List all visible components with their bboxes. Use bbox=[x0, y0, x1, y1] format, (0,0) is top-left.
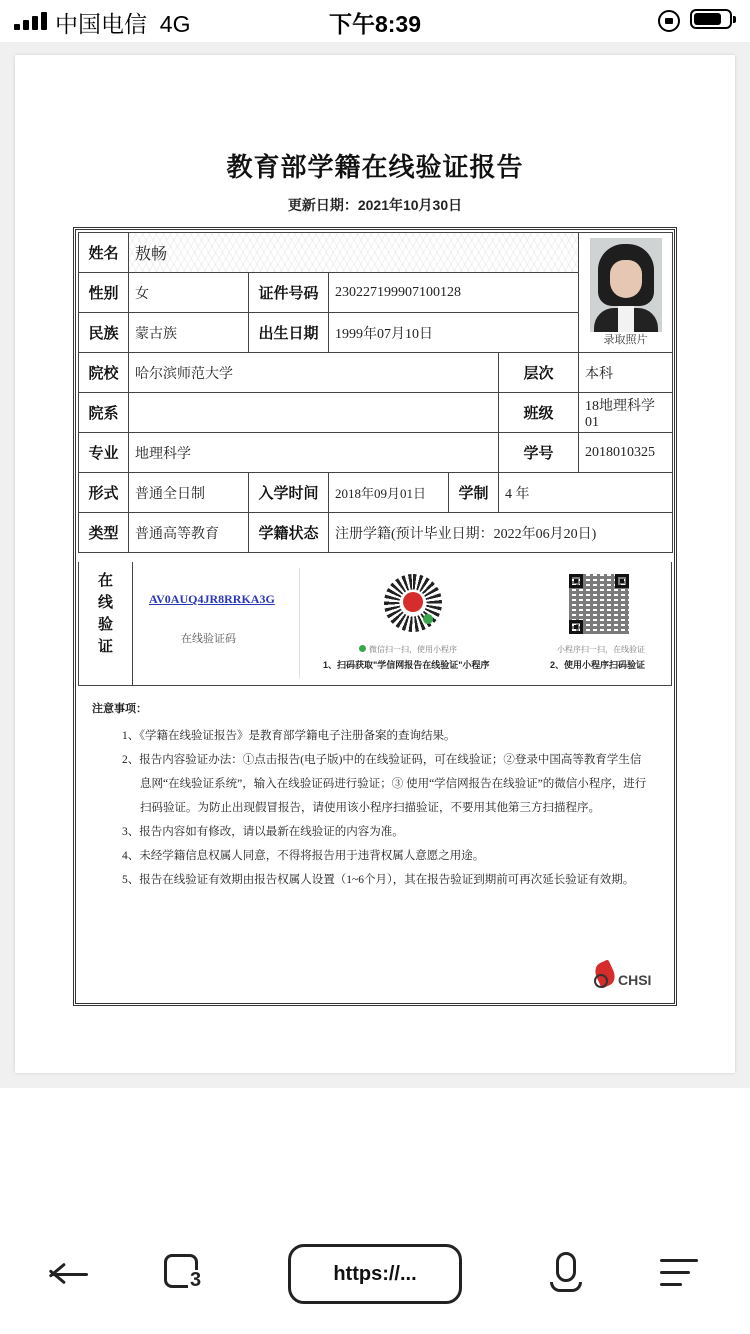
student-photo bbox=[590, 238, 662, 332]
level-label: 层次 bbox=[499, 353, 579, 393]
ethnicity-value: 蒙古族 bbox=[129, 313, 249, 353]
update-date: 更新日期：2021年10月30日 bbox=[287, 197, 463, 213]
type-value: 普通高等教育 bbox=[129, 513, 249, 553]
verify-code-label: 在线验证码 bbox=[181, 633, 236, 645]
document-viewer[interactable] bbox=[0, 42, 750, 1088]
qr-caption: 2、使用小程序扫码验证 bbox=[550, 660, 646, 670]
note-item: 1、《学籍在线验证报告》是教育部学籍电子注册备案的查询结果。 bbox=[122, 730, 456, 742]
microphone-icon bbox=[556, 1252, 576, 1282]
mini-program-code bbox=[384, 574, 442, 632]
photo-cell bbox=[579, 233, 673, 353]
duration-value: 4 年 bbox=[499, 473, 673, 513]
birth-label: 出生日期 bbox=[249, 313, 329, 353]
enroll-value: 2018年09月01日 bbox=[329, 473, 449, 513]
note-item: 5、报告在线验证有效期由报告权属人设置（1~6个月），其在报告验证到期前可再次延长验证有效期。 bbox=[122, 874, 635, 886]
chsi-logo: CHSI bbox=[594, 960, 656, 992]
form-value: 普通全日制 bbox=[129, 473, 249, 513]
school-value: 哈尔滨师范大学 bbox=[129, 353, 499, 393]
tabs-button[interactable] bbox=[164, 1254, 204, 1294]
id-label: 证件号码 bbox=[249, 273, 329, 313]
major-value: 地理科学 bbox=[129, 433, 499, 473]
verify-side-label: 在 线 验 证 bbox=[79, 562, 133, 685]
form-label: 形式 bbox=[79, 473, 129, 513]
status-bar bbox=[0, 0, 750, 42]
orientation-lock-icon bbox=[658, 10, 680, 32]
mini-program-caption: 1、扫码获取"学信网报告在线验证"小程序 bbox=[323, 660, 490, 670]
qr-hint: 小程序扫一扫，在线验证 bbox=[557, 645, 645, 654]
student-no-label: 学号 bbox=[499, 433, 579, 473]
report-title: 教育部学籍在线验证报告 bbox=[226, 152, 524, 182]
level-value: 本科 bbox=[579, 353, 673, 393]
report-frame bbox=[73, 227, 677, 1006]
type-label: 类型 bbox=[79, 513, 129, 553]
note-item: 3、报告内容如有修改，请以最新在线验证的内容为准。 bbox=[122, 826, 404, 838]
duration-label: 学制 bbox=[449, 473, 499, 513]
notes-section bbox=[92, 700, 652, 892]
qr-code bbox=[569, 574, 629, 634]
school-label: 院校 bbox=[79, 353, 129, 393]
student-no-value: 2018010325 bbox=[579, 433, 673, 473]
battery-icon bbox=[690, 9, 732, 29]
birth-value: 1999年07月10日 bbox=[329, 313, 579, 353]
address-bar[interactable]: https://... bbox=[288, 1244, 462, 1304]
note-item: 4、未经学籍信息权属人同意，不得将报告用于违背权属人意愿之用途。 bbox=[122, 850, 485, 862]
online-verify-section bbox=[78, 562, 672, 686]
name-value: 敖畅 bbox=[129, 233, 579, 273]
dept-value bbox=[129, 393, 499, 433]
ethnicity-label: 民族 bbox=[79, 313, 129, 353]
enroll-label: 入学时间 bbox=[249, 473, 329, 513]
notes-heading: 注意事项： bbox=[92, 703, 147, 715]
carrier-label: 中国电信 4G bbox=[55, 11, 191, 37]
note-item: 2、报告内容验证办法：①点击报告(电子版)中的在线验证码，可在线验证；②登录中国高等教育学生信息网“在线验证系统”，输入在线验证码进行验证；③ 使用“学信网报告在线验证”的微信小程序，进行扫码验证。为防止出现假冒报告，请使用该小程序扫描验证，不要用其他第三方扫描程序。 bbox=[122, 754, 647, 814]
tab-count: 3 bbox=[190, 1269, 202, 1291]
status-label: 学籍状态 bbox=[249, 513, 329, 553]
class-label: 班级 bbox=[499, 393, 579, 433]
photo-label: 录取照片 bbox=[603, 334, 648, 346]
report-page bbox=[15, 55, 735, 1073]
gender-value: 女 bbox=[129, 273, 249, 313]
name-label: 姓名 bbox=[79, 233, 129, 273]
back-button[interactable] bbox=[50, 1257, 90, 1291]
student-info-table bbox=[78, 232, 673, 553]
id-value: 230227199907100128 bbox=[329, 273, 579, 313]
class-value: 18地理科学01 bbox=[579, 393, 673, 433]
gender-label: 性别 bbox=[79, 273, 129, 313]
major-label: 专业 bbox=[79, 433, 129, 473]
verify-code-link[interactable]: AV0AUQ4JR8RRKA3G bbox=[149, 592, 275, 606]
status-value: 注册学籍(预计毕业日期：2022年06月20日) bbox=[329, 513, 673, 553]
clock: 下午8:39 bbox=[328, 11, 422, 37]
mini-program-hint: 微信扫一扫，使用小程序 bbox=[359, 644, 457, 655]
voice-search-button[interactable] bbox=[550, 1252, 582, 1296]
dept-label: 院系 bbox=[79, 393, 129, 433]
menu-button[interactable] bbox=[660, 1257, 700, 1289]
